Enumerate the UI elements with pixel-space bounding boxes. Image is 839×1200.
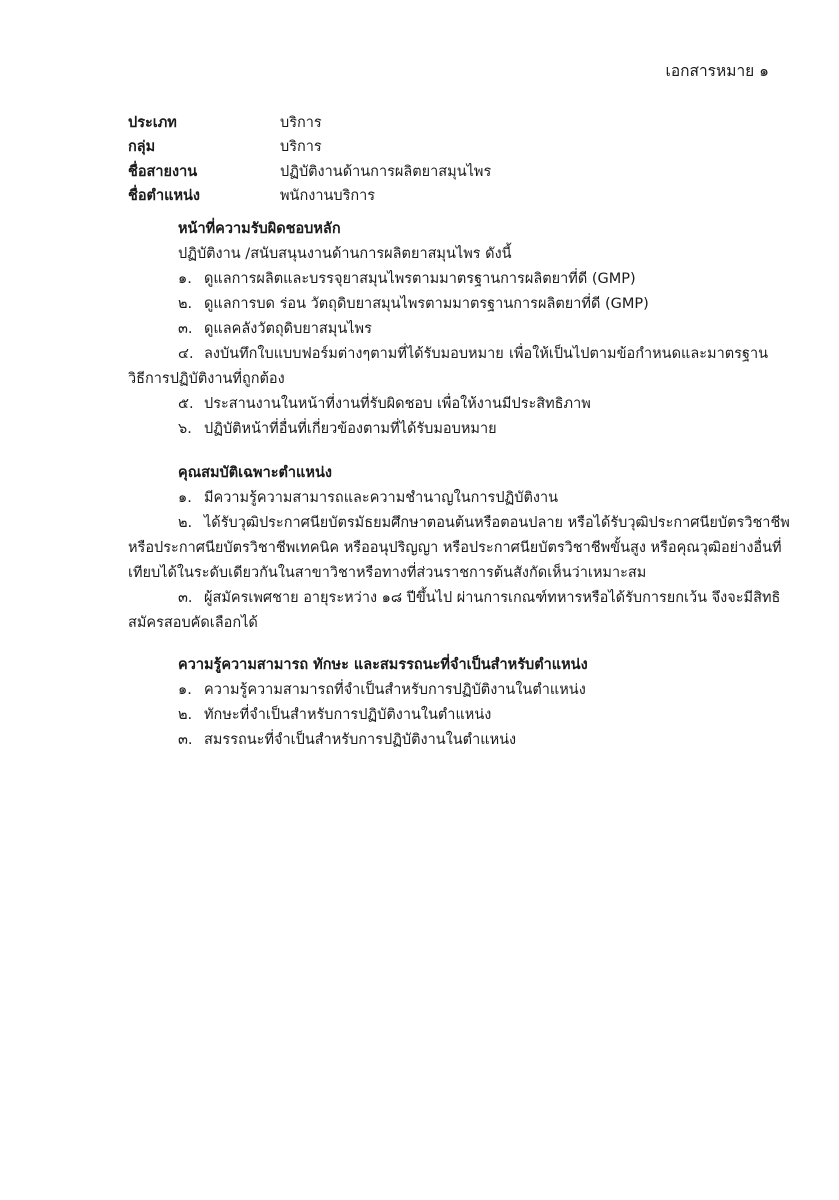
info-key: ประเภท xyxy=(128,114,177,131)
item-text: ดูแลการผลิตและบรรจุยาสมุนไพรตามมาตรฐานการผลิตยาที่ดี (GMP) xyxy=(204,271,636,287)
item-number: ๖. xyxy=(178,421,192,437)
item-text-continued: วิธีการปฏิบัติงานที่ถูกต้อง xyxy=(128,371,285,387)
info-key: ชื่อตำแหน่ง xyxy=(128,188,201,205)
item-text-continued: เทียบได้ในระดับเดียวกันในสาขาวิชาหรือทางที่ส่วนราชการต้นสังกัดเห็นว่าเหมาะสม xyxy=(128,565,647,581)
item-text: ความรู้ความสามารถที่จำเป็นสำหรับการปฏิบัติงานในตำแหน่ง xyxy=(204,682,586,698)
item-text-continued: สมัครสอบคัดเลือกได้ xyxy=(128,615,258,631)
info-row-type xyxy=(128,110,491,135)
qualifications-heading: คุณสมบัติเฉพาะตำแหน่ง xyxy=(178,465,332,481)
list-item xyxy=(128,317,768,342)
item-text: ดูแลคลังวัตถุดิบยาสมุนไพร xyxy=(204,321,372,337)
info-value: บริการ xyxy=(280,139,322,156)
info-row-line xyxy=(128,159,491,184)
item-text-continued: หรือประกาศนียบัตรวิชาชีพเทคนิค หรืออนุปริญญา หรือประกาศนียบัตรวิชาชีพขั้นสูง หรือคุณวุฒิอย่างอื่นที่ xyxy=(128,540,782,556)
item-text: สมรรถนะที่จำเป็นสำหรับการปฏิบัติงานในตำแหน่ง xyxy=(204,732,517,748)
list-item xyxy=(128,292,768,317)
list-item xyxy=(128,703,768,728)
item-text: มีความรู้ความสามารถและความชำนาญในการปฏิบัติงาน xyxy=(204,490,559,506)
duties-intro: ปฏิบัติงาน /สนับสนุนงานด้านการผลิตยาสมุนไพร ดังนี้ xyxy=(178,246,512,262)
info-row-group xyxy=(128,135,491,160)
list-item xyxy=(128,586,781,611)
item-number: ๒. xyxy=(178,515,193,531)
info-value: ปฏิบัติงานด้านการผลิตยาสมุนไพร xyxy=(280,163,492,180)
item-text: ดูแลการบด ร่อน วัตถุดิบยาสมุนไพรตามมาตรฐานการผลิตยาที่ดี (GMP) xyxy=(204,296,649,312)
item-text: ปฏิบัติหน้าที่อื่นที่เกี่ยวข้องตามที่ได้รับมอบหมาย xyxy=(204,421,497,437)
list-item xyxy=(128,728,768,753)
list-item xyxy=(128,417,768,442)
info-key: กลุ่ม xyxy=(128,139,156,156)
item-number: ๕. xyxy=(178,396,194,412)
qualifications-section xyxy=(128,461,790,636)
duties-heading: หน้าที่ความรับผิดชอบหลัก xyxy=(178,221,341,237)
duties-section xyxy=(128,217,768,442)
competencies-heading: ความรู้ความสามารถ ทักษะ และสมรรถนะที่จำเป็นสำหรับตำแหน่ง xyxy=(178,657,588,673)
item-text: ผู้สมัครเพศชาย อายุระหว่าง ๑๘ ปีขึ้นไป ผ่านการเกณฑ์ทหารหรือได้รับการยกเว้น จึงจะมีสิทธิ xyxy=(204,590,781,606)
item-number: ๓. xyxy=(178,590,193,606)
info-key: ชื่อสายงาน xyxy=(128,163,198,180)
info-value: พนักงานบริการ xyxy=(280,188,376,205)
item-number: ๓. xyxy=(178,732,193,748)
list-item xyxy=(128,392,768,417)
attachment-label: เอกสารหมาย ๑ xyxy=(665,62,769,80)
list-item xyxy=(128,342,768,367)
item-number: ๑. xyxy=(178,682,192,698)
list-item xyxy=(128,267,768,292)
item-number: ๒. xyxy=(178,707,193,723)
item-text: ลงบันทึกใบแบบฟอร์มต่างๆตามที่ได้รับมอบหมาย เพื่อให้เป็นไปตามข้อกำหนดและมาตรฐาน xyxy=(204,346,768,362)
item-text: ทักษะที่จำเป็นสำหรับการปฏิบัติงานในตำแหน่ง xyxy=(204,707,492,723)
item-number: ๑. xyxy=(178,490,192,506)
list-item xyxy=(128,511,790,536)
item-text: ประสานงานในหน้าที่งานที่รับผิดชอบ เพื่อให้งานมีประสิทธิภาพ xyxy=(204,396,591,412)
item-text: ได้รับวุฒิประกาศนียบัตรมัธยมศึกษาตอนต้นหรือตอนปลาย หรือได้รับวุฒิประกาศนียบัตรวิชาชีพ xyxy=(204,515,790,531)
item-number: ๒. xyxy=(178,296,193,312)
list-item xyxy=(128,678,768,703)
item-number: ๓. xyxy=(178,321,193,337)
item-number: ๔. xyxy=(178,346,194,362)
list-item xyxy=(128,486,768,511)
info-value: บริการ xyxy=(280,114,322,131)
competencies-section xyxy=(128,653,768,753)
item-number: ๑. xyxy=(178,271,192,287)
position-info-table xyxy=(128,110,491,208)
info-row-position xyxy=(128,184,491,209)
